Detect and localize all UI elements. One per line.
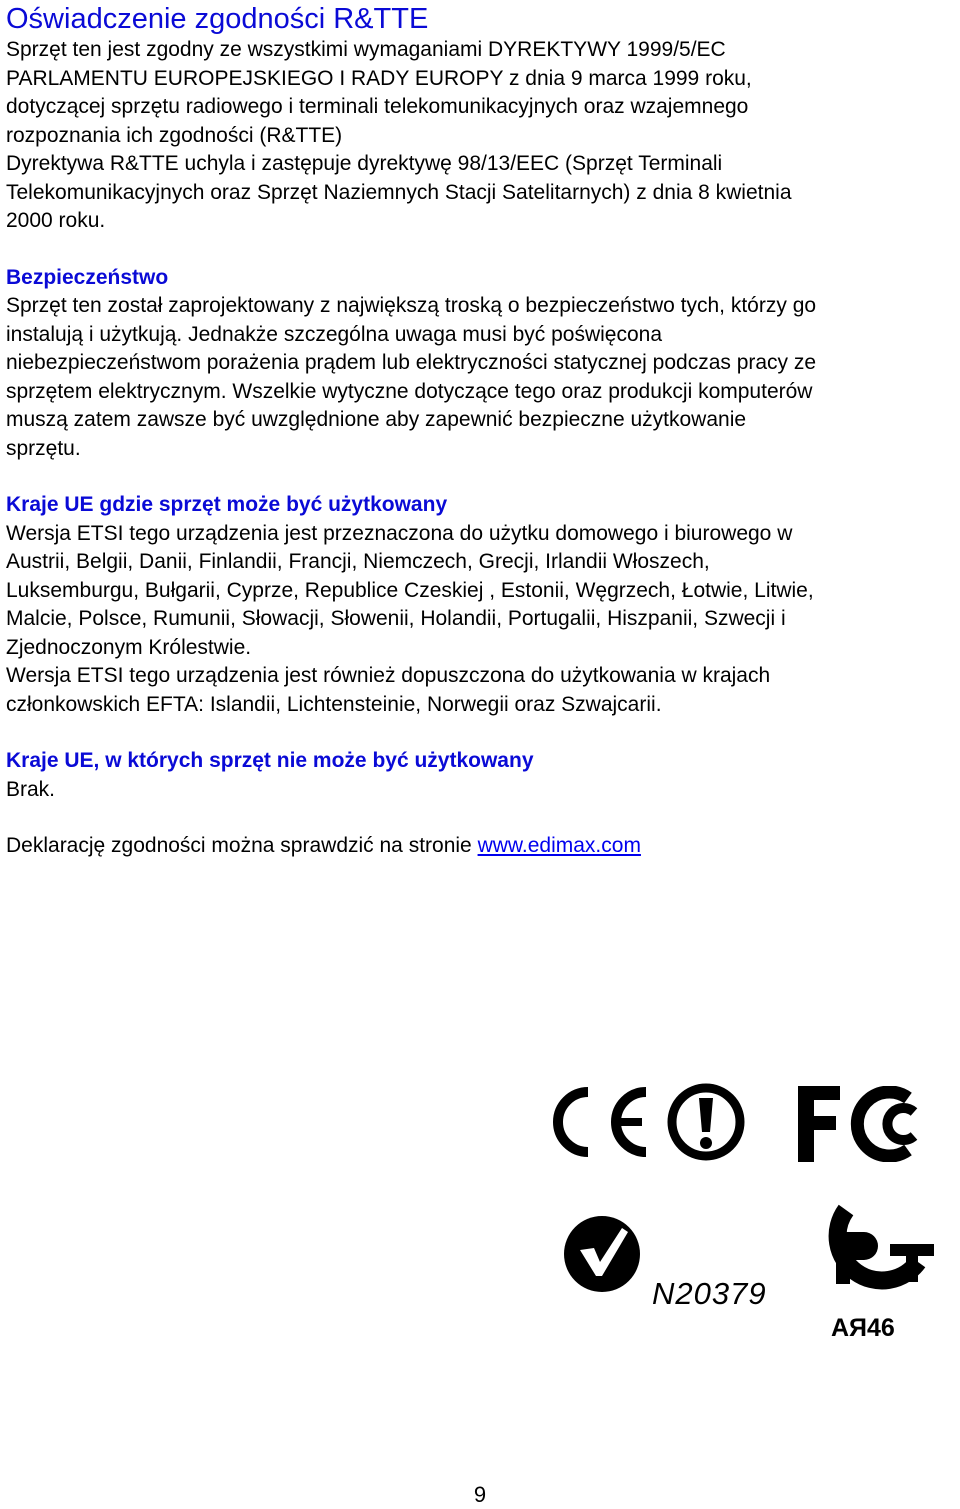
ce-mark-icon [550, 1084, 660, 1160]
safety-line: niebezpieczeństwom porażenia prądem lub elektryczności statycznej podczas pracy ze [6, 351, 817, 374]
eu-not-allowed-heading: Kraje UE, w których sprzęt nie może być użytkowany [6, 749, 534, 772]
declaration-line [6, 832, 958, 861]
eu-allowed-line: Austrii, Belgii, Danii, Finlandii, Francji, Niemczech, Grecji, Irlandii Włoszech, [6, 550, 710, 573]
alert-mark-icon [666, 1082, 746, 1162]
intro-line: rozpoznania ich zgodności (R&TTE) [6, 123, 343, 147]
eu-allowed-line: Wersja ETSI tego urządzenia jest również dopuszczona do użytkowania w krajach [6, 664, 771, 687]
pct-code: АЯ46 [831, 1314, 895, 1342]
intro-line: Dyrektywa R&TTE uchyla i zastępuje dyrektywę 98/13/EEC (Sprzęt Terminali [6, 152, 723, 175]
eu-allowed-section [6, 491, 958, 719]
intro-line: PARLAMENTU EUROPEJSKIEGO I RADY EUROPY z dnia 9 marca 1999 roku, [6, 66, 752, 90]
eu-not-allowed-text: Brak. [6, 777, 56, 801]
pct-mark-icon [806, 1204, 936, 1296]
c-tick-icon [562, 1214, 642, 1294]
safety-line: sprzętem elektrycznym. Wszelkie wytyczne dotyczące tego oraz produkcji komputerów [6, 379, 813, 403]
page-title: Oświadczenie zgodności R&TTE [6, 3, 429, 35]
certification-logos [548, 1078, 938, 1348]
safety-section [6, 264, 958, 464]
safety-heading: Bezpieczeństwo [6, 265, 169, 289]
intro-line: Sprzęt ten jest zgodny ze wszystkimi wymaganiami DYREKTYWY 1999/5/EC [6, 38, 726, 61]
intro-section [6, 36, 958, 236]
document-body [6, 0, 958, 861]
safety-line: Sprzęt ten został zaprojektowany z największą troską o bezpieczeństwo tych, którzy go [6, 294, 817, 317]
eu-allowed-line: Wersja ETSI tego urządzenia jest przeznaczona do użytku domowego i biurowego w [6, 521, 793, 545]
eu-allowed-line: Luksemburgu, Bułgarii, Cyprze, Republice Czeskiej , Estonii, Węgrzech, Łotwie, Litwie, [6, 578, 814, 602]
c-tick-code: N20379 [652, 1276, 767, 1311]
eu-allowed-line: Malcie, Polsce, Rumunii, Słowacji, Słowenii, Holandii, Portugalii, Hiszpanii, Szwecji i [6, 607, 786, 630]
safety-line: sprzętu. [6, 436, 81, 460]
intro-line: Telekomunikacyjnych oraz Sprzęt Naziemnych Stacji Satelitarnych) z dnia 8 kwietnia [6, 180, 792, 204]
safety-line: muszą zatem zawsze być uwzględnione aby zapewnić bezpieczne użytkowanie [6, 408, 747, 431]
eu-not-allowed-section [6, 747, 958, 804]
safety-line: instalują i użytkują. Jednakże szczególna uwaga musi być poświęcona [6, 322, 663, 346]
eu-allowed-line: członkowskich EFTA: Islandii, Lichtensteinie, Norwegii oraz Szwajcarii. [6, 692, 662, 716]
eu-allowed-heading: Kraje UE gdzie sprzęt może być użytkowany [6, 493, 448, 516]
page-number: 9 [473, 1482, 487, 1507]
fcc-mark-icon [798, 1086, 923, 1162]
intro-line: dotyczącej sprzętu radiowego i terminali telekomunikacyjnych oraz wzajemnego [6, 95, 749, 118]
eu-allowed-line: Zjednoczonym Królestwie. [6, 635, 252, 659]
declaration-text: Deklarację zgodności można sprawdzić na stronie [6, 834, 478, 857]
edimax-link[interactable]: www.edimax.com [477, 834, 641, 857]
intro-line: 2000 roku. [6, 209, 106, 232]
